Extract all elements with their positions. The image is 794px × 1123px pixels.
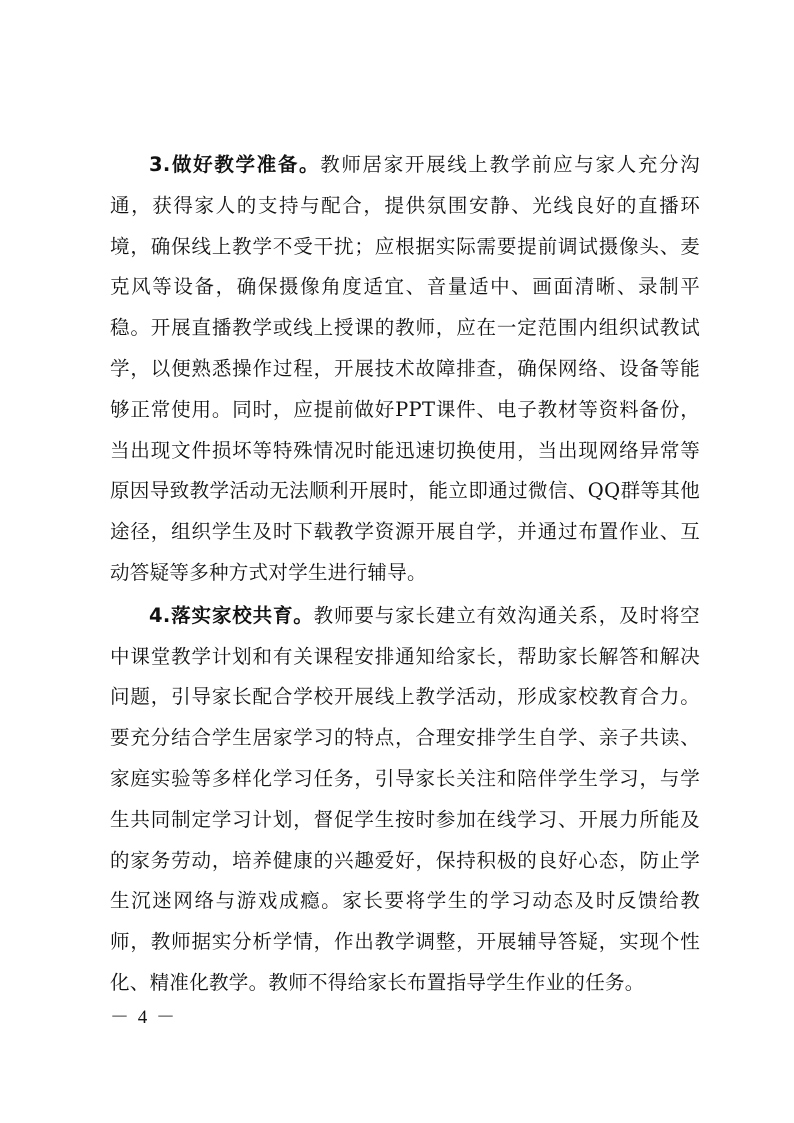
document-body [110, 145, 700, 1006]
paragraph-heading: 4.落实家校共育。 [149, 603, 314, 627]
paragraph-text: 教师要与家长建立有效沟通关系，及时将空中课堂教学计划和有关课程安排通知给家长，帮助家长解答和解决问题，引导家长配合学校开展线上教学活动，形成家校教育合力。要充分结合学生居家学习的特点，合理安排学生自学、亲子共读、家庭实验等多样化学习任务，引导家长关注和陪伴学生学习，与学生共同制定学习计划，督促学生按时参加在线学习、开展力所能及的家务劳动，培养健康的兴趣爱好，保持积极的良好心态，防止学生沉迷网络与游戏成瘾。家长要将学生的学习动态及时反馈给教师，教师据实分析学情，作出教学调整，开展辅导答疑，实现个性化、精准化教学。教师不得给家长布置指导学生作业的任务。 [110, 603, 700, 994]
page-number: － 4 － [110, 1007, 178, 1028]
paragraph-home-school-cooperation [110, 596, 700, 1004]
paragraph-heading: 3.做好教学准备。 [149, 153, 321, 176]
paragraph-teaching-preparation [110, 145, 700, 594]
paragraph-text: 教师居家开展线上教学前应与家人充分沟通，获得家人的支持与配合，提供氛围安静、光线良好的直播环境，确保线上教学不受干扰；应根据实际需要提前调试摄像头、麦克风等设备，确保摄像角度适宜、音量适中、画面清晰、录制平稳。开展直播教学或线上授课的教师，应在一定范围内组织试教试学，以便熟悉操作过程，开展技术故障排查，确保网络、设备等能够正常使用。同时，应提前做好PPT课件、电子教材等资料备份，当出现文件损坏等特殊情况时能迅速切换使用，当出现网络异常等原因导致教学活动无法顺利开展时，能立即通过微信、QQ群等其他途径，组织学生及时下载教学资源开展自学，并通过布置作业、互动答疑等多种方式对学生进行辅导。 [110, 153, 700, 584]
